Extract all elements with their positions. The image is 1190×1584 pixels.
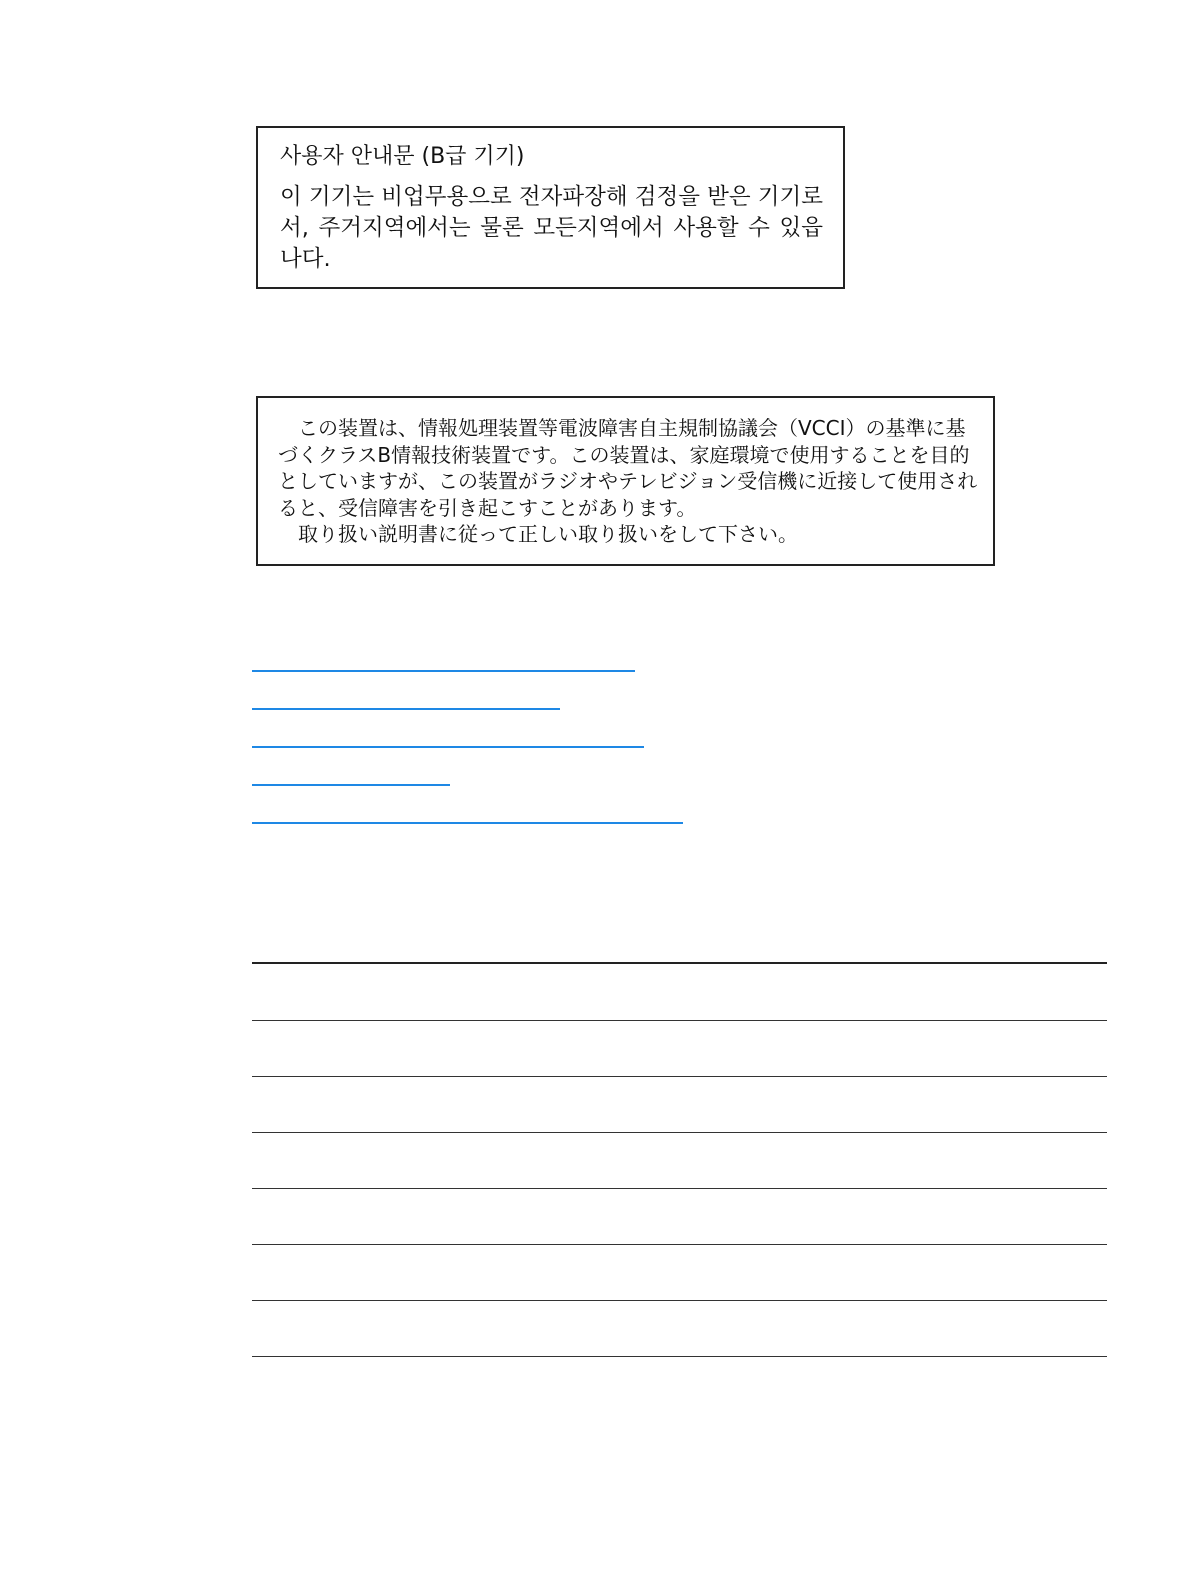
korean-class-b-notice — [256, 126, 845, 289]
link-underline-4[interactable] — [252, 784, 450, 786]
link-underline-2[interactable] — [252, 708, 560, 710]
empty-ruled-table — [252, 962, 1107, 1357]
link-underline-5[interactable] — [252, 822, 683, 824]
table-bottom-rule — [252, 1356, 1107, 1357]
table-row — [252, 1188, 1107, 1244]
link-underline-3[interactable] — [252, 746, 644, 748]
table-row — [252, 1132, 1107, 1188]
vcci-paragraph-2: 取り扱い説明書に従って正しい取り扱いをして下さい。 — [298, 522, 798, 546]
vcci-paragraph-1: この装置は、情報処理装置等電波障害自主規制協議会（VCCI）の基準に基づくクラスB情報技術装置です。この装置は、家庭環境で使用することを目的としていますが、この装置がラジオやテレビジョン受信機に近接して使用されると、受信障害を引き起こすことがあります。 — [278, 416, 978, 520]
table-row — [252, 962, 1107, 1020]
korean-notice-title: 사용자 안내문 (B급 기기) — [280, 144, 525, 169]
table-row — [252, 1300, 1107, 1356]
link-underline-1[interactable] — [252, 670, 635, 672]
korean-notice-body: 이 기기는 비업무용으로 전자파장해 검정을 받은 기기로서, 주거지역에서는 물론 모든지역에서 사용할 수 있읍나다. — [280, 184, 823, 272]
link-list — [252, 670, 692, 860]
table-row — [252, 1020, 1107, 1076]
vcci-notice — [256, 396, 995, 566]
table-row — [252, 1076, 1107, 1132]
table-row — [252, 1244, 1107, 1300]
